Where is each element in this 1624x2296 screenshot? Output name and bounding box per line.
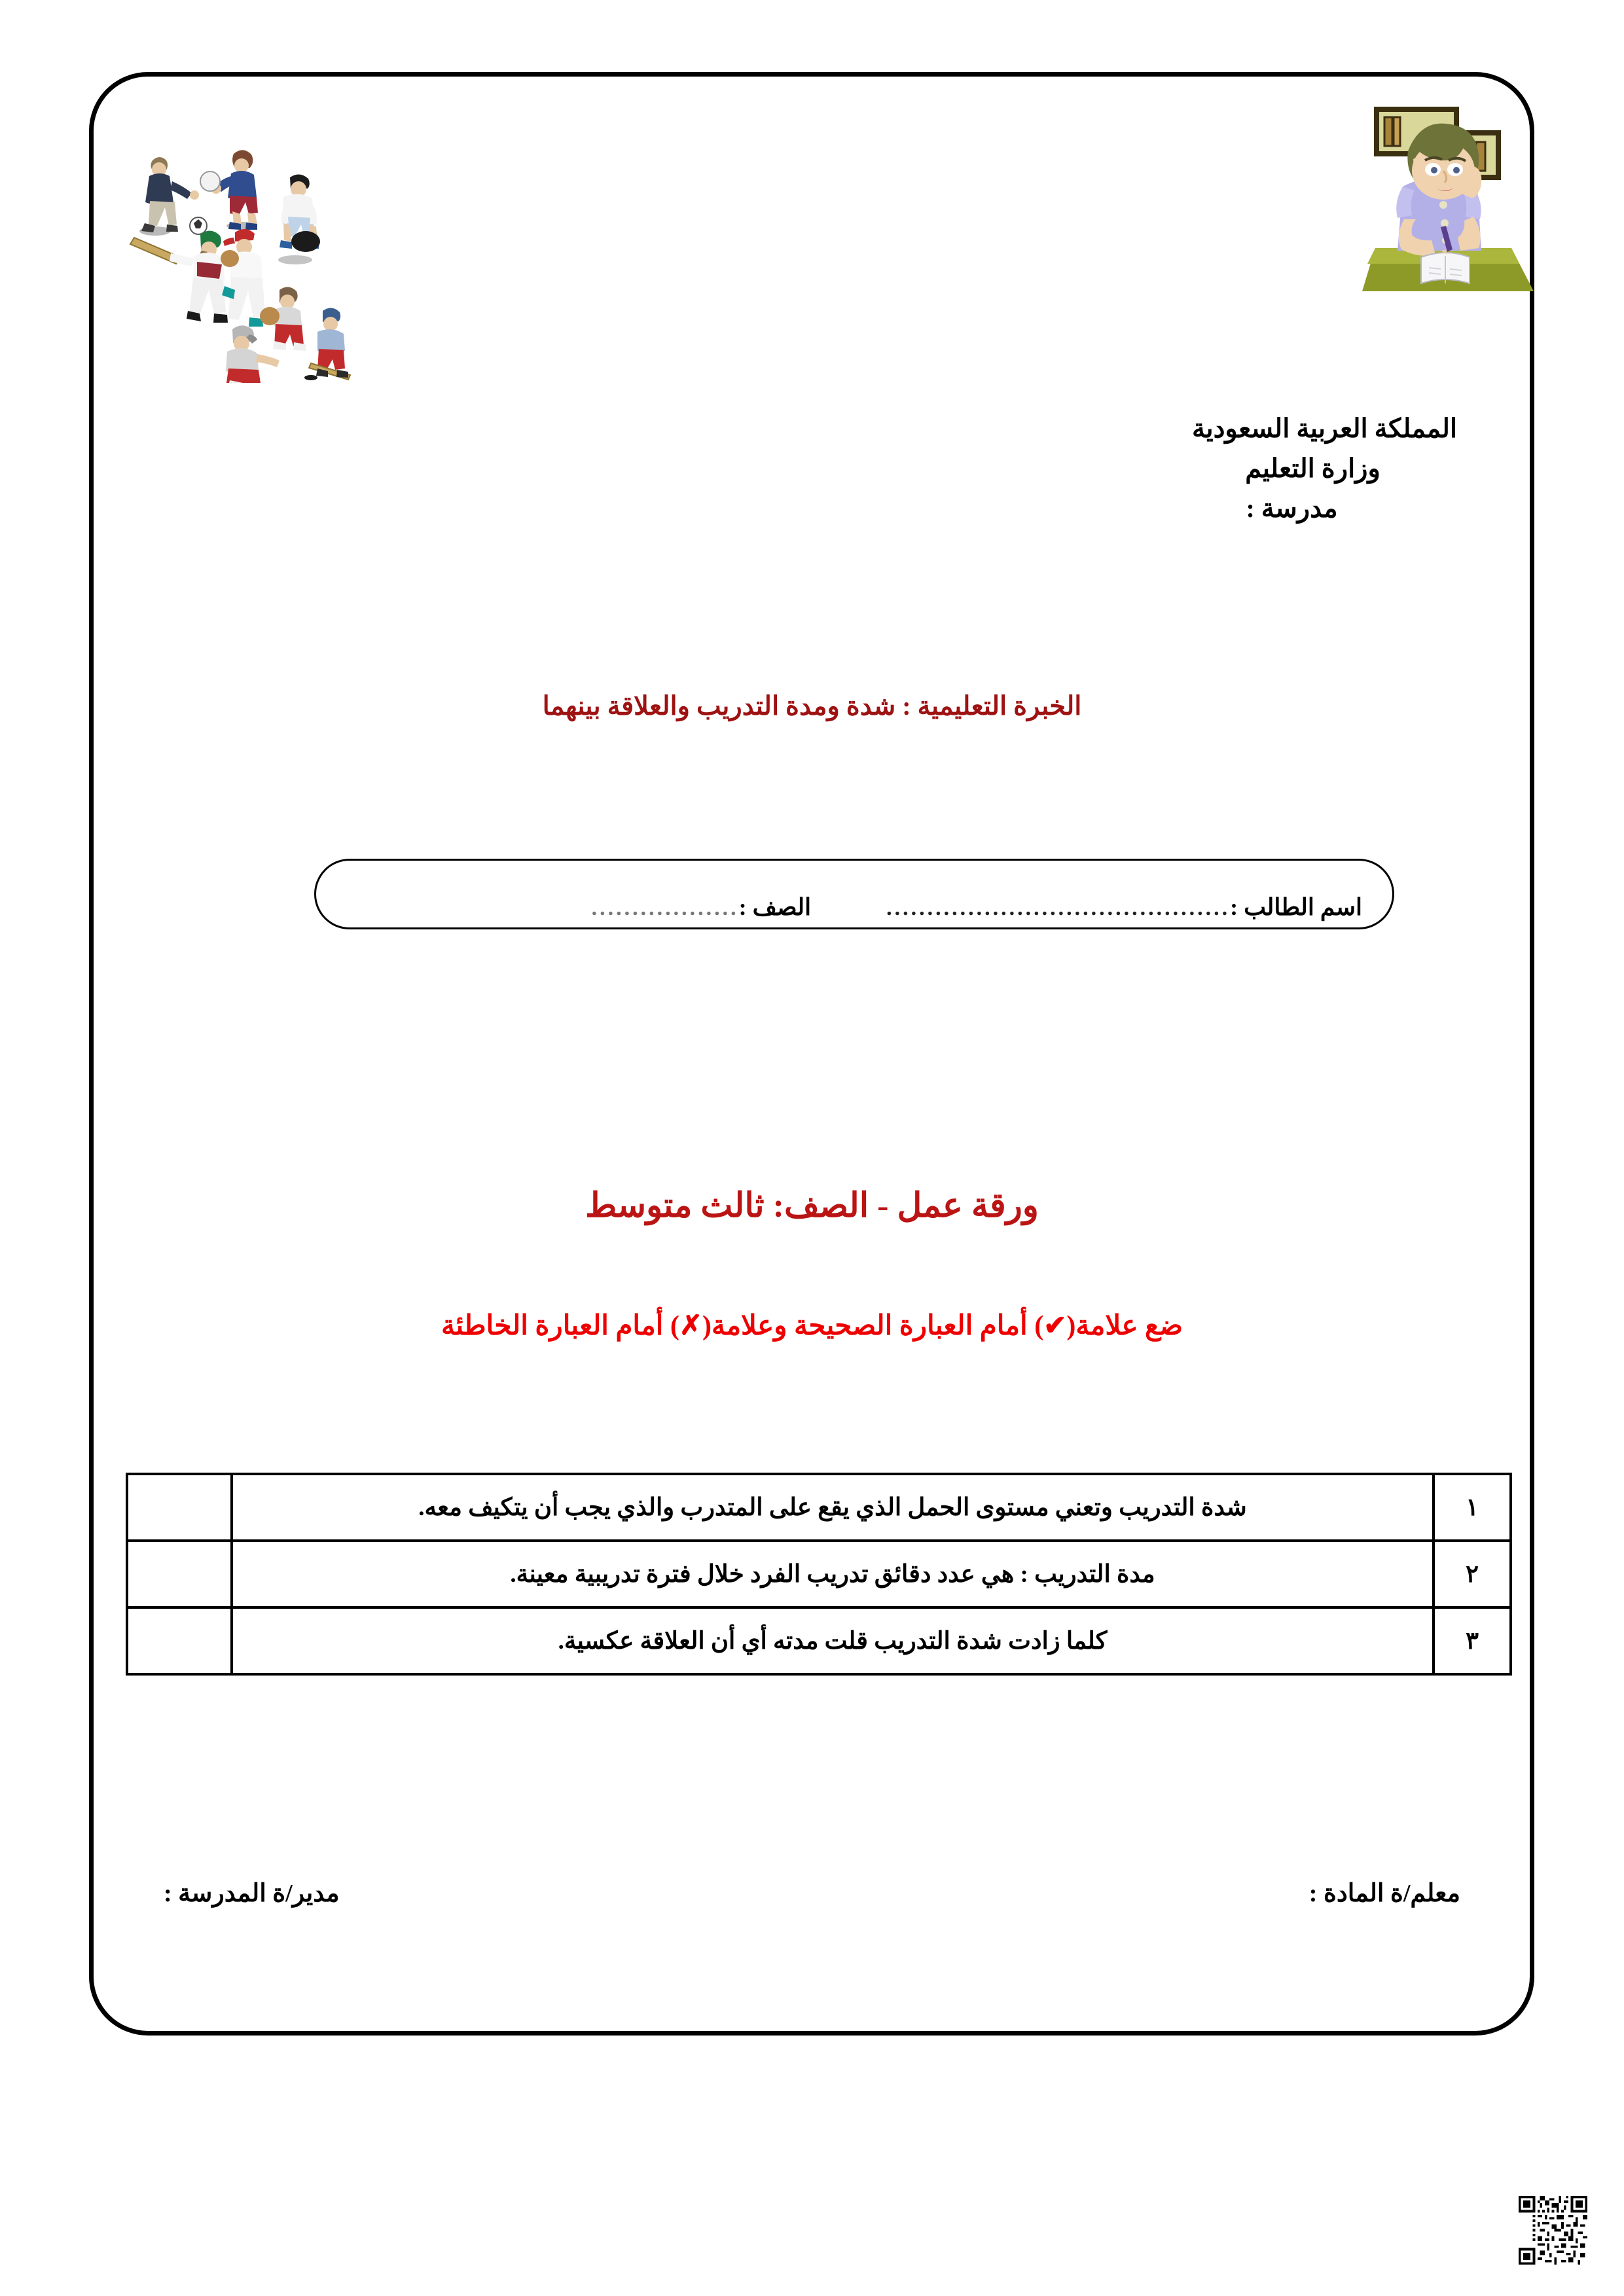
student-class-blank: .................. <box>591 896 739 920</box>
footer-signatures <box>164 1878 1460 1908</box>
student-head <box>1407 124 1481 200</box>
row-statement: شدة التدريب وتعني مستوى الحمل الذي يقع على المتدرب والذي يجب أن يتكيف معه. <box>232 1474 1434 1541</box>
worksheet-title: ورقة عمل - الصف: ثالث متوسط <box>585 1187 1039 1225</box>
table-row <box>127 1541 1511 1607</box>
school-label: مدرسة : <box>1246 493 1338 523</box>
experience-title: الخبرة التعليمية : شدة ومدة التدريب والعلاقة بينهما <box>542 691 1082 721</box>
open-book <box>1421 253 1470 283</box>
baseball-catcher-figure <box>260 287 306 351</box>
fielder-player-figure <box>278 174 320 264</box>
student-class-field[interactable] <box>523 893 811 921</box>
football-player-figure <box>226 325 280 383</box>
student-name-field[interactable] <box>837 893 1362 921</box>
qr-code-icon <box>1519 2196 1587 2265</box>
table-row <box>127 1607 1511 1674</box>
instruction-line: ضع علامة(✔) أمام العبارة الصحيحة وعلامة(✗) أمام العبارة الخاطئة <box>441 1311 1183 1341</box>
student-name-label: اسم الطالب : <box>1230 894 1362 920</box>
volleyball-player-figure <box>200 150 258 230</box>
row-statement: مدة التدريب : هي عدد دقائق تدريب الفرد خلال فترة تدريبية معينة. <box>232 1541 1434 1607</box>
row-answer-cell[interactable] <box>127 1541 232 1607</box>
hockey-player-figure <box>304 308 350 380</box>
school-header <box>1192 409 1457 528</box>
student-at-desk-clipart <box>1345 88 1535 304</box>
sports-collage-clipart <box>115 121 357 383</box>
soccer-player-figure <box>139 157 207 236</box>
baseball-batter-figure <box>130 230 228 323</box>
student-class-label: الصف : <box>738 894 812 920</box>
student-name-blank: .......................................... <box>886 896 1231 920</box>
table-row <box>127 1474 1511 1541</box>
teacher-signature-label: معلم/ة المادة : <box>1308 1880 1460 1907</box>
baseball-pitcher-figure <box>221 229 265 327</box>
statements-table <box>126 1473 1512 1676</box>
student-info-box <box>314 859 1394 929</box>
row-number: ١ <box>1434 1474 1511 1541</box>
row-answer-cell[interactable] <box>127 1607 232 1674</box>
country-name: المملكة العربية السعودية <box>1192 414 1457 443</box>
principal-signature-label: مدير/ة المدرسة : <box>164 1880 340 1907</box>
row-answer-cell[interactable] <box>127 1474 232 1541</box>
ministry-name: وزارة التعليم <box>1245 453 1380 483</box>
row-number: ٣ <box>1434 1607 1511 1674</box>
row-statement: كلما زادت شدة التدريب قلت مدته أي أن العلاقة عكسية. <box>232 1607 1434 1674</box>
statements-table-body <box>127 1474 1511 1674</box>
row-number: ٢ <box>1434 1541 1511 1607</box>
